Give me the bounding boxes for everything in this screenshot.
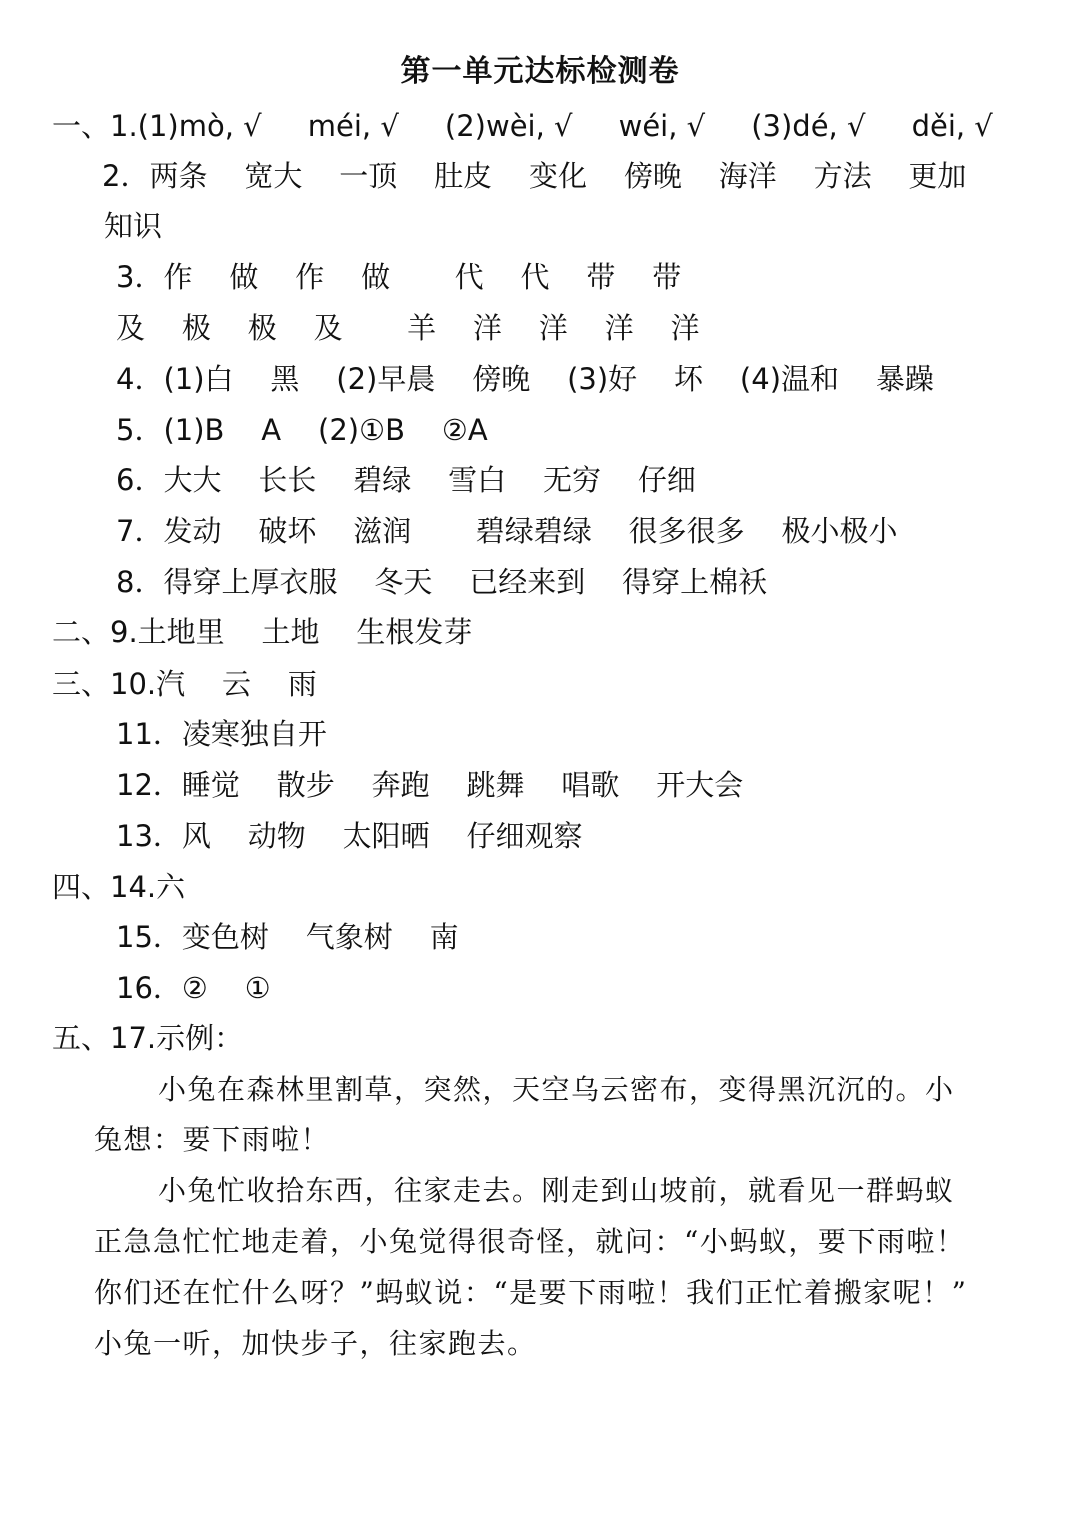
page-title: 第一单元达标检测卷 — [400, 54, 680, 89]
answer-line-8: 8．得穿上厚衣服 冬天 已经来到 得穿上棉袄 — [116, 565, 768, 599]
answer-line-4: 4．(1)白 黑 (2)早晨 傍晚 (3)好 坏 (4)温和 暴躁 — [116, 362, 934, 396]
answer-line-9: 二、9.土地里 土地 生根发芽 — [52, 615, 473, 649]
essay-paragraph-1-line-2: 兔想：要下雨啦！ — [94, 1123, 331, 1156]
answer-line-3b: 及 极 极 及 羊 洋 洋 洋 洋 — [116, 311, 700, 345]
answer-line-7: 7．发动 破坏 滋润 碧绿碧绿 很多很多 极小极小 — [116, 514, 898, 548]
answer-line-14: 四、14.六 — [52, 870, 186, 904]
essay-paragraph-2-line-1: 小兔忙收拾东西，往家走去。刚走到山坡前，就看见一群蚂蚁 — [158, 1174, 955, 1207]
essay-paragraph-2-line-3: 你们还在忙什么呀？”蚂蚁说：“是要下雨啦！我们正忙着搬家呢！” — [94, 1276, 968, 1309]
answer-line-15: 15．变色树 气象树 南 — [116, 920, 459, 954]
answer-line-10: 三、10.汽 云 雨 — [52, 667, 317, 701]
essay-paragraph-1-line-1: 小兔在森林里割草，突然，天空乌云密布，变得黑沉沉的。小 — [158, 1073, 955, 1106]
essay-paragraph-2-line-4: 小兔一听，加快步子，往家跑去。 — [94, 1327, 537, 1360]
answer-line-5: 5．(1)B A (2)①B ②A — [116, 413, 488, 447]
answer-line-1: 一、1.(1)mò, √ méi, √ (2)wèi, √ wéi, √ (3)dé, √ děi, √ — [52, 109, 993, 143]
answer-line-17: 五、17.示例： — [52, 1021, 244, 1055]
answer-line-11: 11．凌寒独自开 — [116, 717, 327, 751]
answer-line-16: 16．② ① — [116, 971, 271, 1005]
answer-line-3a: 3．作 做 作 做 代 代 带 带 — [116, 260, 682, 294]
answer-line-13: 13．风 动物 太阳晒 仔细观察 — [116, 819, 583, 853]
answer-line-2: 2．两条 宽大 一顶 肚皮 变化 傍晚 海洋 方法 更加 — [102, 159, 967, 193]
answer-line-12: 12．睡觉 散步 奔跑 跳舞 唱歌 开大会 — [116, 768, 744, 802]
answer-line-2-continued: 知识 — [104, 209, 163, 243]
answer-line-6: 6．大大 长长 碧绿 雪白 无穷 仔细 — [116, 463, 696, 497]
essay-paragraph-2-line-2: 正急急忙忙地走着，小兔觉得很奇怪，就问：“小蚂蚁，要下雨啦！ — [94, 1225, 966, 1258]
